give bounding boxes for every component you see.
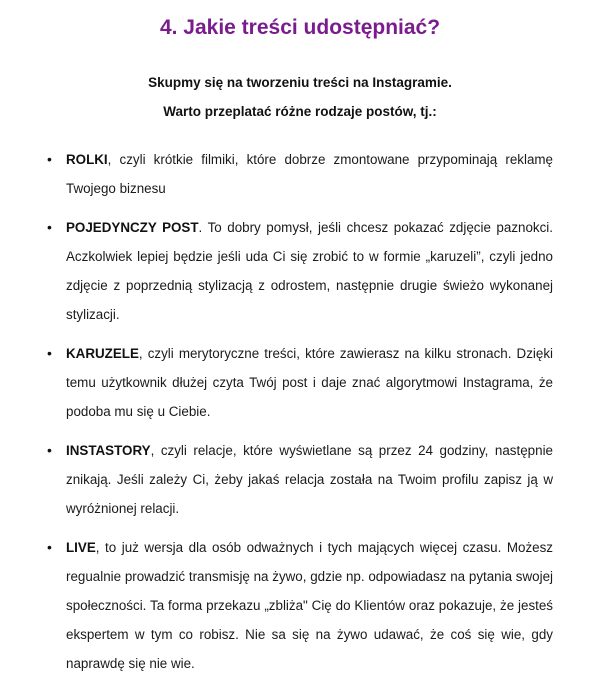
page-title: 4. Jakie treści udostępniać? — [159, 16, 441, 39]
bullet-icon: • — [47, 442, 52, 458]
intro-block — [0, 68, 600, 126]
list-item-live — [0, 533, 600, 678]
intro-line-1: Skupmy się na tworzeniu treści na Instagramie. — [148, 75, 452, 90]
item-term: LIVE — [66, 540, 96, 555]
list-item-rolki — [0, 145, 600, 203]
item-text: , czyli krótkie filmiki, które dobrze zmontowane przypominają reklamę Twojego biznesu — [66, 152, 553, 196]
item-text: , to już wersja dla osób odważnych i tych mających więcej czasu. Możesz regualnie prowadzić transmisję na żywo, gdzie np. odpowiadasz na pytania swojej społeczności. Ta forma przekazu „zbliża" Cię do Klientów oraz pokazuje, że jesteś ekspertem w tym co robisz. Nie sa się na żywo udawać, że coś się wie, gdy naprawdę się nie wie. — [66, 540, 553, 671]
item-term: POJEDYNCZY POST — [66, 220, 199, 235]
list-item-pojedynczy-post — [0, 213, 600, 329]
item-term: KARUZELE — [66, 346, 139, 361]
bullet-icon: • — [47, 345, 52, 361]
item-text: , czyli merytoryczne treści, które zawierasz na kilku stronach. Dzięki temu użytkownik dłużej czyta Twój post i daje znać algorytmowi Instagrama, że podoba mu się u Ciebie. — [66, 346, 553, 419]
item-term: ROLKI — [66, 152, 108, 167]
item-text: . To dobry pomysł, jeśli chcesz pokazać zdjęcie paznokci. Aczkolwiek lepiej będzie jeśli uda Ci się zrobić to w formie „karuzeli”, czyli jedno zdjęcie z poprzednią stylizacją z odrostem, następnie drugie świeżo wykonanej stylizacji. — [66, 220, 554, 322]
intro-line-2: Warto przeplatać różne rodzaje postów, tj.: — [163, 104, 437, 119]
bullet-icon: • — [47, 539, 52, 555]
item-term: INSTASTORY — [66, 443, 151, 458]
list-item-instastory — [0, 436, 600, 523]
content-type-list — [0, 145, 600, 688]
bullet-icon: • — [47, 151, 52, 167]
bullet-icon: • — [47, 219, 52, 235]
item-text: , czyli relacje, które wyświetlane są przez 24 godziny, następnie znikają. Jeśli zależy Ci, żeby jakaś relacja została na Twoim profilu zapisz ją w wyróżnionej relacji. — [66, 443, 553, 516]
list-item-karuzele — [0, 339, 600, 426]
